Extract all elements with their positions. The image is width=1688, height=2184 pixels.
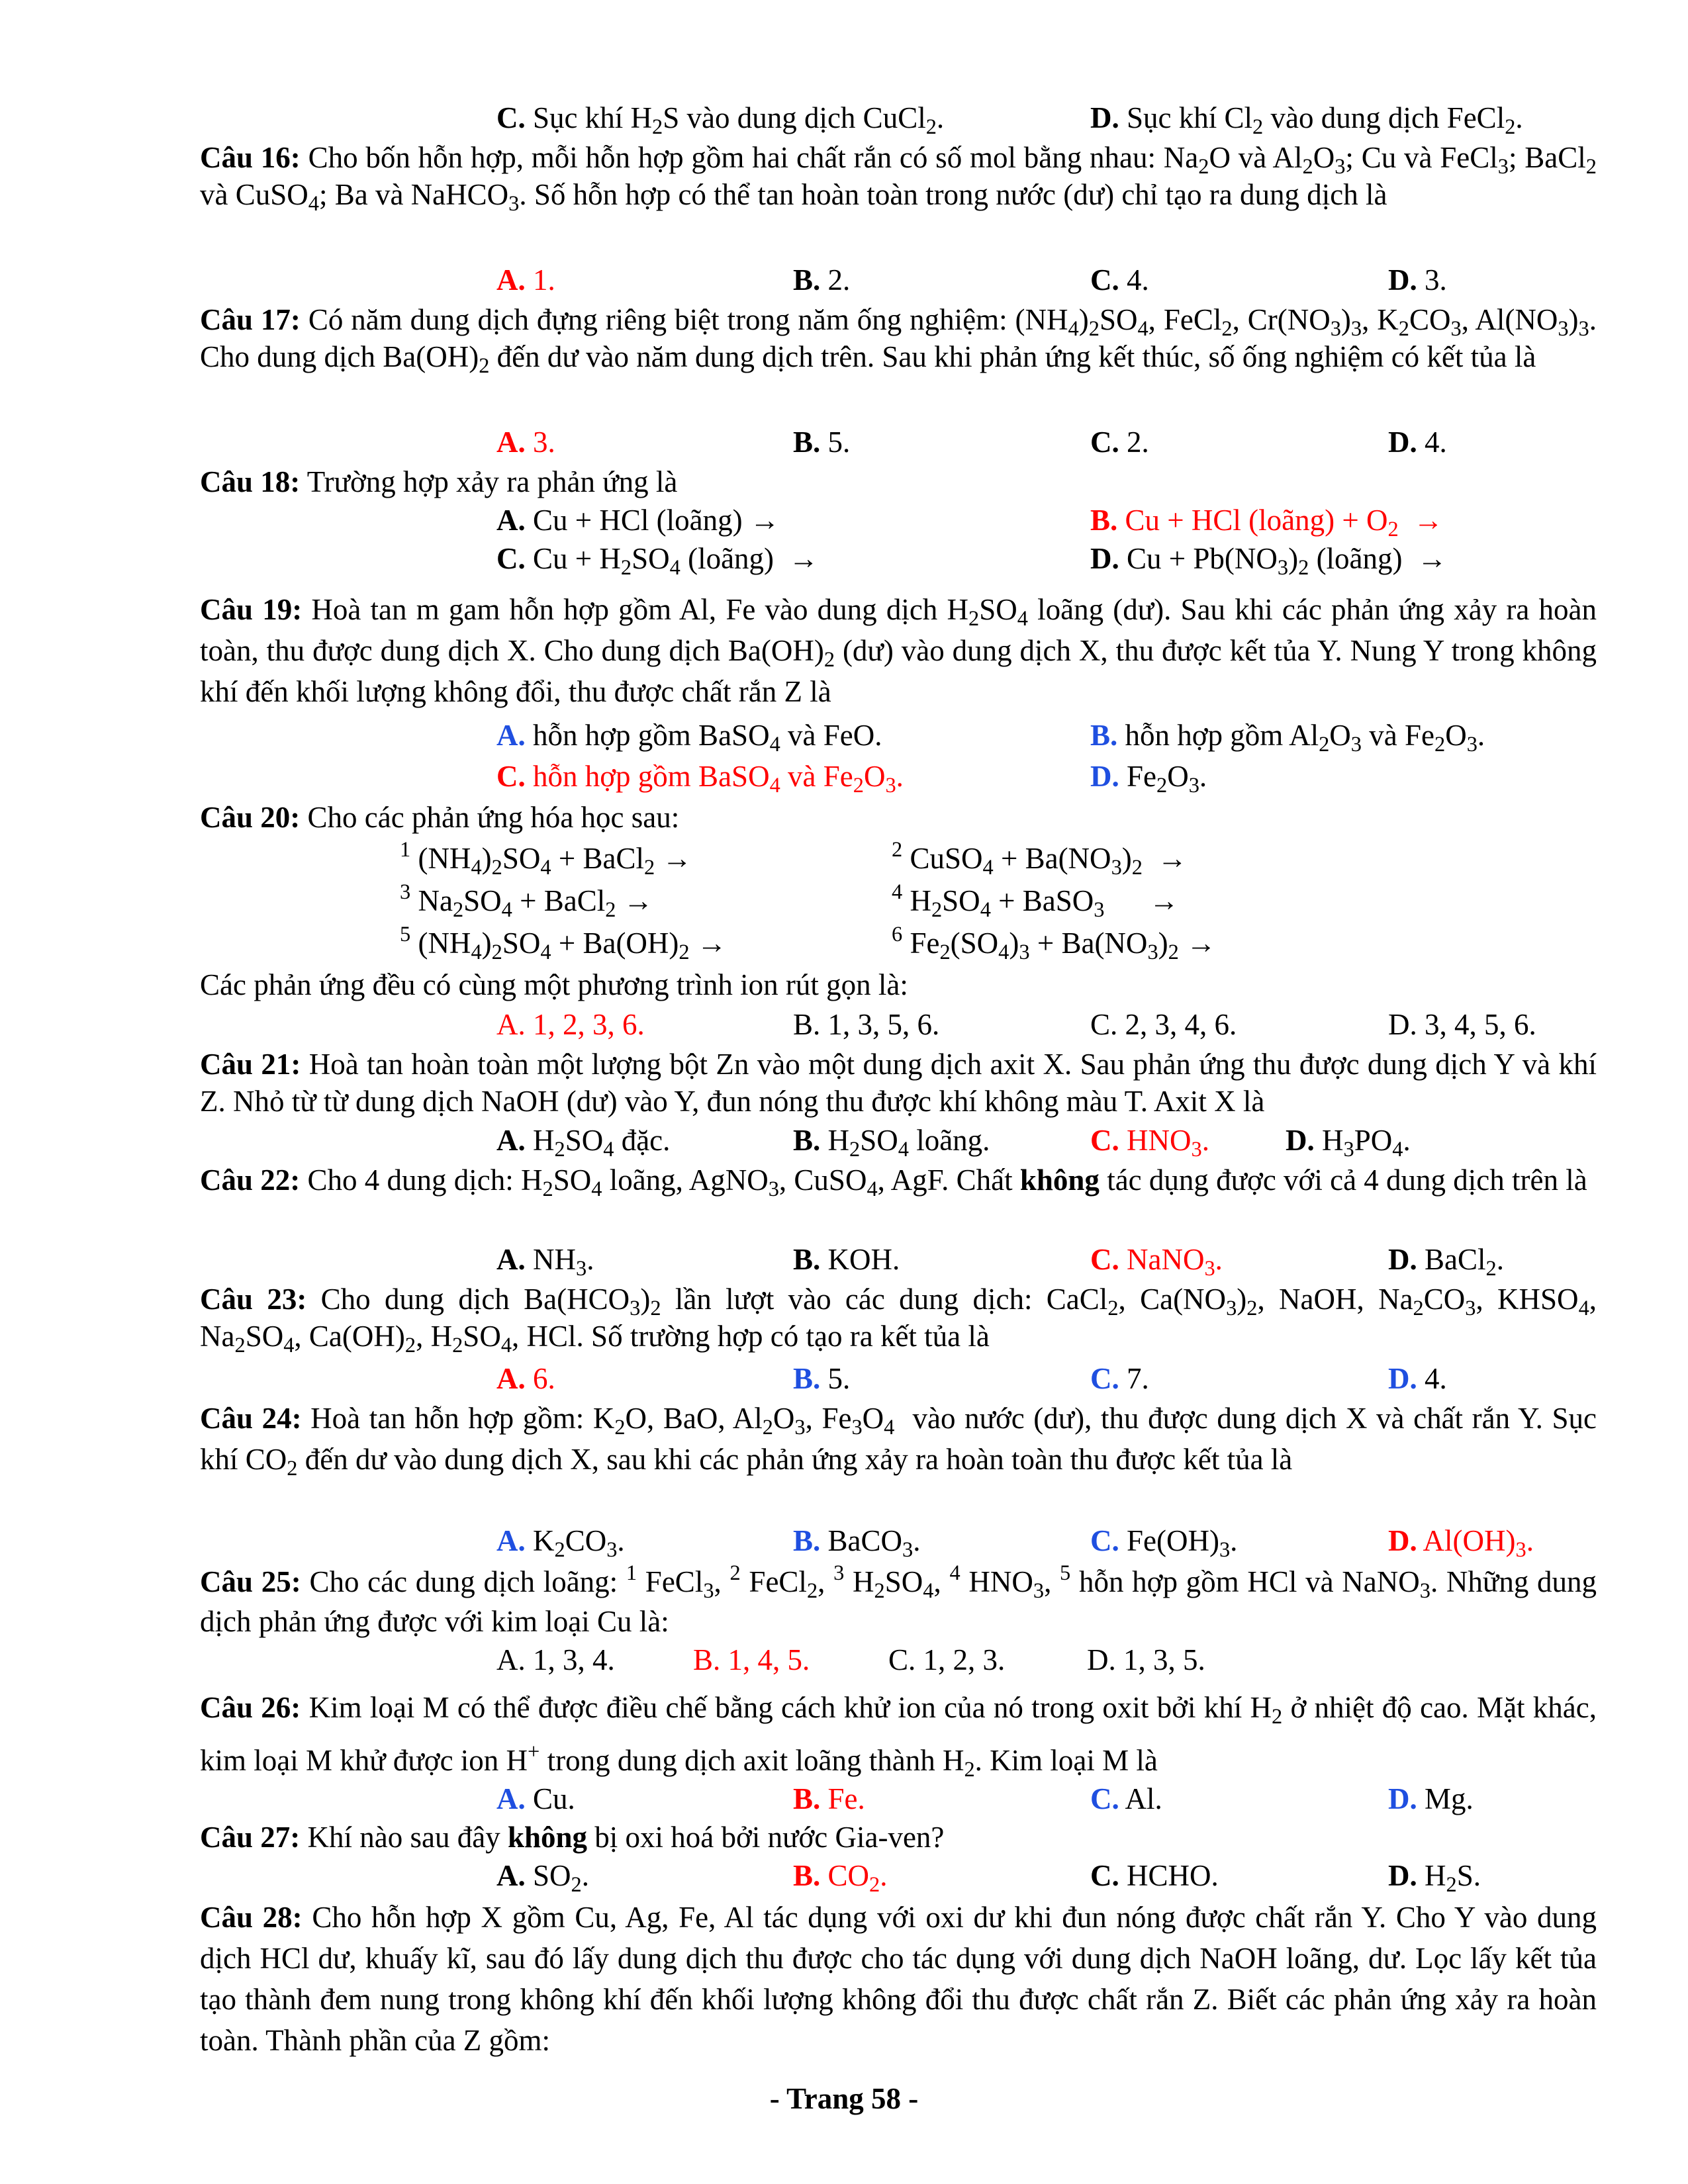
q26-stem: Câu 26: Kim loại M có thể được điều chế bằng cách khử ion của nó trong oxit bởi khí $H_2$ ở nhiệt độ cao. Mặt khác, kim loại M khử được ion H+ trong dung dịch axit loãng thành $H_2$. Kim loại M là — [200, 1691, 1597, 1782]
q23-option-d[interactable]: D. 4. — [1388, 1362, 1447, 1395]
q24-option-a[interactable]: A. $K_2CO_3$. — [496, 1524, 625, 1563]
q18-option-a[interactable]: A. Cu + HCl (loãng) → — [496, 504, 780, 537]
q19-option-a[interactable]: A. hỗn hợp gồm BaSO$_4$ và FeO. — [496, 719, 882, 757]
q17-option-a[interactable]: A. 3. — [496, 426, 555, 459]
q27-option-d[interactable]: D. $H_2S$. — [1388, 1859, 1481, 1897]
q27-option-c[interactable]: C. HCHO. — [1090, 1859, 1219, 1892]
q20-option-a[interactable]: A. 1, 2, 3, 6. — [496, 1008, 645, 1041]
q21-option-d[interactable]: D. $H_3PO_4$. — [1286, 1124, 1411, 1162]
q16-option-d[interactable]: D. 3. — [1388, 263, 1447, 296]
q15-option-d: D. Sục khí $Cl_2$ vào dung dịch FeCl$_2$. — [1090, 101, 1523, 140]
q16-option-c[interactable]: C. 4. — [1090, 263, 1149, 296]
q18-stem: Câu 18: Trường hợp xảy ra phản ứng là — [200, 465, 678, 498]
reaction-2: $^2$ CuSO$_4$ + $Ba(NO_3)_2$ → — [892, 838, 1188, 880]
q26-option-c[interactable]: C. Al. — [1090, 1782, 1162, 1815]
q23-option-c[interactable]: C. 7. — [1090, 1362, 1149, 1395]
q16-option-b[interactable]: B. 2. — [793, 263, 851, 296]
q20-stem2: Các phản ứng đều có cùng một phương trình ion rút gọn là: — [200, 968, 908, 1001]
q17-option-b[interactable]: B. 5. — [793, 426, 851, 459]
q21-option-a[interactable]: A. $H_2SO_4$ đặc. — [496, 1124, 671, 1162]
q17-option-d[interactable]: D. 4. — [1388, 426, 1447, 459]
q23-stem: Câu 23: Cho dung dịch $Ba(HCO_3)_2$ lần lượt vào các dung dịch: CaCl$_2$, $Ca(NO_3)_2$, NaOH, $Na_2CO_3$, $KHSO_4$, $Na_2SO_4$, $Ca(OH)_2$, $H_2SO_4$, HCl. Số trường hợp có tạo ra kết tủa là — [200, 1283, 1597, 1358]
q17-stem: Câu 17: Có năm dung dịch đựng riêng biệt trong năm ống nghiệm: $(NH_4)_2SO_4$, FeCl$_2$, $Cr(NO_3)_3$, $K_2CO_3$, $Al(NO_3)_3$. Cho dung dịch $Ba(OH)_2$ đến dư vào năm dung dịch trên. Sau khi phản ứng kết thúc, số ống nghiệm có kết tủa là — [200, 303, 1597, 379]
q15-option-c: C. Sục khí $H_2S$ vào dung dịch CuCl$_2$. — [496, 101, 945, 140]
page-footer: - Trang 58 - — [769, 2082, 919, 2115]
q20-option-b[interactable]: B. 1, 3, 5, 6. — [793, 1008, 940, 1041]
reaction-1: $^1$ $(NH_4)_2SO_4$ + BaCl$_2$ → — [400, 838, 692, 880]
q19-stem: Câu 19: Hoà tan m gam hỗn hợp gồm Al, Fe vào dung dịch $H_2SO_4$ loãng (dư). Sau khi các phản ứng xảy ra hoàn toàn, thu được dung dịch X. Cho dung dịch $Ba(OH)_2$ (dư) vào dung dịch X, thu được kết tủa Y. Nung Y trong không khí đến khối lượng không đổi, thu được chất rắn Z là — [200, 593, 1597, 708]
q18-option-d[interactable]: D. $Cu + Pb(NO_3)_2$ (loãng) → — [1090, 542, 1448, 580]
q25-stem: Câu 25: Cho các dung dịch loãng: $^1$ FeCl$_3$, $^2$ FeCl$_2$, $^3$ $H_2SO_4$, $^4$ $HNO_3$, $^5$ hỗn hợp gồm HCl và NaNO$_3$. Những dung dịch phản ứng được với kim loại Cu là: — [200, 1561, 1597, 1638]
reaction-5: $^5$ $(NH_4)_2SO_4 + Ba(OH)_2$ → — [400, 923, 727, 965]
q25-option-c[interactable]: C. 1, 2, 3. — [888, 1643, 1006, 1676]
q24-option-b[interactable]: B. BaCO$_3$. — [793, 1524, 921, 1563]
q20-option-d[interactable]: D. 3, 4, 5, 6. — [1388, 1008, 1536, 1041]
q16-option-a[interactable]: A. 1. — [496, 263, 555, 296]
q20-option-c[interactable]: C. 2, 3, 4, 6. — [1090, 1008, 1237, 1041]
q27-option-b[interactable]: B. $CO_2$. — [793, 1859, 888, 1897]
q27-stem: Câu 27: Khí nào sau đây không bị oxi hoá bởi nước Gia-ven? — [200, 1821, 945, 1854]
q26-option-a[interactable]: A. Cu. — [496, 1782, 575, 1815]
q23-option-a[interactable]: A. 6. — [496, 1362, 555, 1395]
q19-option-c[interactable]: C. hỗn hợp gồm BaSO$_4$ và $Fe_2O_3$. — [496, 760, 904, 798]
q24-option-c[interactable]: C. $Fe(OH)_3$. — [1090, 1524, 1238, 1563]
reaction-4: $^4$ $H_2SO_4$ + BaSO$_3$ → — [892, 880, 1179, 923]
q19-option-d[interactable]: D. $Fe_2O_3$. — [1090, 760, 1207, 798]
q26-option-d[interactable]: D. Mg. — [1388, 1782, 1474, 1815]
q25-option-d[interactable]: D. 1, 3, 5. — [1087, 1643, 1205, 1676]
q16-stem: Câu 16: Cho bốn hỗn hợp, mỗi hỗn hợp gồm hai chất rắn có số mol bằng nhau: $Na_2O$ và $Al_2O_3$; Cu và FeCl$_3$; BaCl$_2$ và CuSO$_4$; Ba và NaHCO$_3$. Số hỗn hợp có thể tan hoàn toàn trong nước (dư) chỉ tạo ra dung dịch là — [200, 141, 1597, 216]
q22-option-b[interactable]: B. KOH. — [793, 1243, 900, 1276]
q17-option-c[interactable]: C. 2. — [1090, 426, 1149, 459]
q27-option-a[interactable]: A. $SO_2$. — [496, 1859, 589, 1897]
q22-stem: Câu 22: Cho 4 dung dịch: $H_2SO_4$ loãng, AgNO$_3$, CuSO$_4$, AgF. Chất không tác dụng được với cả 4 dung dịch trên là — [200, 1163, 1587, 1202]
q18-option-b[interactable]: B. Cu + HCl (loãng) + $O_2$ → — [1090, 504, 1444, 542]
q22-option-d[interactable]: D. BaCl$_2$. — [1388, 1243, 1504, 1281]
q21-option-c[interactable]: C. $HNO_3$. — [1090, 1124, 1209, 1162]
reaction-6: $^6$ $Fe_2(SO_4)_3 + Ba(NO_3)_2$ → — [892, 923, 1217, 965]
q26-option-b[interactable]: B. Fe. — [793, 1782, 865, 1815]
q24-stem: Câu 24: Hoà tan hỗn hợp gồm: $K_2O$, BaO, $Al_2O_3$, $Fe_3O_4$ vào nước (dư), thu được dung dịch X và chất rắn Y. Sục khí $CO_2$ đến dư vào dung dịch X, sau khi các phản ứng xảy ra hoàn toàn thu được kết tủa là — [200, 1402, 1597, 1481]
q28-stem: Câu 28: Cho hỗn hợp X gồm Cu, Ag, Fe, Al tác dụng với oxi dư khi đun nóng được chất rắn Y. Cho Y vào dung dịch HCl dư, khuấy kĩ, sau đó lấy dung dịch thu được cho tác dụng với dung dịch NaOH loãng, dư. Lọc lấy kết tủa tạo thành đem nung trong không khí đến khối lượng không đổi thu được chất rắn Z. Biết các phản ứng xảy ra hoàn toàn. Thành phần của Z gồm: — [200, 1901, 1597, 2057]
q18-option-c[interactable]: C. $Cu + H_2SO_4$ (loãng) → — [496, 542, 819, 580]
q25-option-b[interactable]: B. 1, 4, 5. — [693, 1643, 810, 1676]
question-label: Câu 16: — [200, 141, 301, 174]
reaction-3: $^3$ $Na_2SO_4$ + BaCl$_2$ → — [400, 880, 653, 923]
q23-option-b[interactable]: B. 5. — [793, 1362, 851, 1395]
q22-option-c[interactable]: C. NaNO$_3$. — [1090, 1243, 1223, 1281]
q19-option-b[interactable]: B. hỗn hợp gồm $Al_2O_3$ và $Fe_2O_3$. — [1090, 719, 1485, 757]
q24-option-d[interactable]: D. $Al(OH)_3$. — [1388, 1524, 1534, 1563]
q21-option-b[interactable]: B. $H_2SO_4$ loãng. — [793, 1124, 990, 1162]
q25-option-a[interactable]: A. 1, 3, 4. — [496, 1643, 615, 1676]
q22-option-a[interactable]: A. $NH_3$. — [496, 1243, 594, 1281]
q21-stem: Câu 21: Hoà tan hoàn toàn một lượng bột Zn vào một dung dịch axit X. Sau phản ứng thu được dung dịch Y và khí Z. Nhỏ từ từ dung dịch NaOH (dư) vào Y, đun nóng thu được khí không màu T. Axit X là — [200, 1048, 1597, 1118]
q20-stem: Câu 20: Cho các phản ứng hóa học sau: — [200, 801, 680, 834]
